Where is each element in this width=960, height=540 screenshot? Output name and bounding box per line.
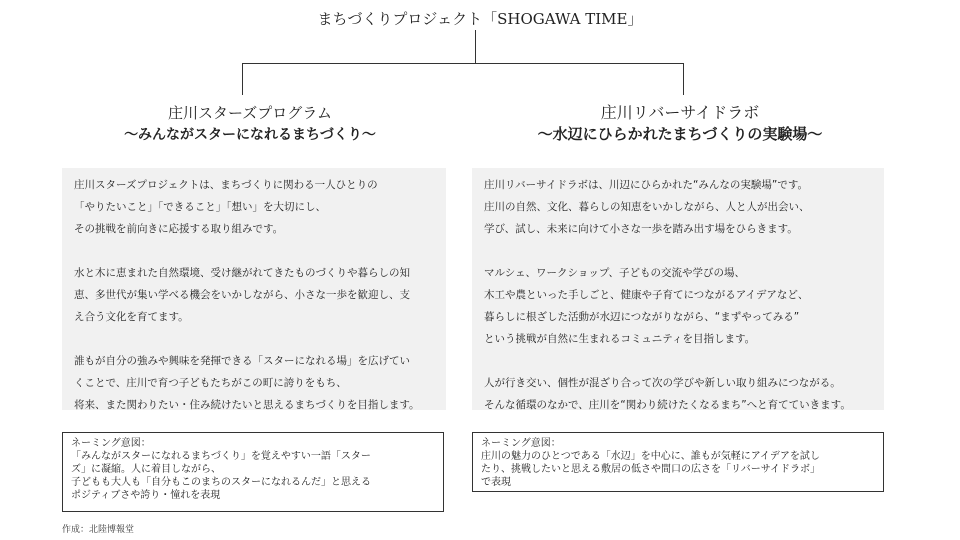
text-line: マルシェ、ワークショップ、子どもの交流や学びの場、 (484, 267, 745, 279)
right-description (472, 168, 884, 410)
text-line: くことで、庄川で育つ子どもたちがこの町に誇りをもち、 (74, 377, 347, 389)
connector-right (683, 63, 684, 95)
text-line: 暮らしに根ざした活動が水辺につながりながら、“まずやってみる” (484, 311, 800, 323)
text-line: 学び、試し、未来に向けて小さな一歩を踏み出す場をひらきます。 (484, 223, 798, 235)
text-line: 恵、多世代が集い学べる機会をいかしながら、小さな一歩を歓迎し、支 (74, 289, 410, 301)
text-line: 子どもも大人も「自分もこのまちのスターになれるんだ」と思える (71, 477, 371, 488)
text-line: 将来、また関わりたい・住み続けたいと思えるまちづくりを目指します。 (74, 399, 420, 411)
text-line: そんな循環のなかで、庄川を“関わり続けたくなるまち”へと育てていきます。 (484, 399, 851, 411)
text-line: その挑戦を前向きに応援する取り組みです。 (74, 223, 284, 235)
text-line: ズ」に凝縮。人に着目しながら、 (71, 464, 221, 475)
text-line: 「やりたいこと」「できること」「想い」を大切にし、 (74, 201, 326, 213)
left-paragraph-3 (74, 350, 436, 416)
text-line: 誰もが自分の強みや興味を発揮できる「スターになれる場」を広げてい (74, 355, 410, 367)
text-line: 庄川スターズプロジェクトは、まちづくりに関わる一人ひとりの (74, 179, 378, 191)
text-line: たり、挑戦したいと思える敷居の低さや間口の広さを「リバーサイドラボ」 (481, 464, 820, 475)
right-paragraph-1 (484, 174, 874, 240)
right-paragraph-3 (484, 372, 874, 416)
naming-label: ネーミング意図： (71, 438, 151, 449)
connector-trunk (475, 30, 476, 63)
right-naming-box (472, 432, 884, 492)
text-line: で表現 (481, 477, 511, 488)
left-branch-subtitle: 〜みんながスターになれるまちづくり〜 (124, 127, 376, 143)
text-line: 水と木に恵まれた自然環境、受け継がれてきたものづくりや暮らしの知 (74, 267, 410, 279)
left-naming-box (62, 432, 444, 512)
text-line: 木工や農といった手しごと、健康や子育てにつながるアイデアなど、 (484, 289, 809, 301)
connector-left (242, 63, 243, 95)
right-paragraph-2 (484, 262, 874, 350)
left-description (62, 168, 446, 410)
left-branch-title: 庄川スターズプログラム (167, 104, 333, 122)
naming-label: ネーミング意図： (481, 438, 561, 449)
right-branch-subtitle: 〜水辺にひらかれたまちづくりの実験場〜 (537, 125, 823, 143)
text-line: 庄川リバーサイドラボは、川辺にひらかれた“みんなの実験場”です。 (484, 179, 808, 191)
page-title: まちづくりプロジェクト「SHOGAWA TIME」 (317, 10, 643, 28)
text-line: 「みんながスターになれるまちづくり」を覚えやすい一語「スター (71, 451, 371, 462)
credit-text: 作成：北陸博報堂 (62, 525, 135, 535)
text-line: という挑戦が自然に生まれるコミュニティを目指します。 (484, 333, 756, 345)
text-line: ポジティブさや誇り・憧れを表現 (71, 490, 221, 501)
connector-horizontal (242, 63, 684, 64)
left-paragraph-2 (74, 262, 436, 328)
text-line: 庄川の魅力のひとつである「水辺」を中心に、誰もが気軽にアイデアを試し (481, 451, 820, 462)
left-paragraph-1 (74, 174, 436, 240)
right-branch-title: 庄川リバーサイドラボ (600, 103, 760, 122)
text-line: 人が行き交い、個性が混ざり合って次の学びや新しい取り組みにつながる。 (484, 377, 841, 389)
text-line: え合う文化を育てます。 (74, 311, 189, 323)
text-line: 庄川の自然、文化、暮らしの知恵をいかしながら、人と人が出会い、 (484, 201, 810, 213)
